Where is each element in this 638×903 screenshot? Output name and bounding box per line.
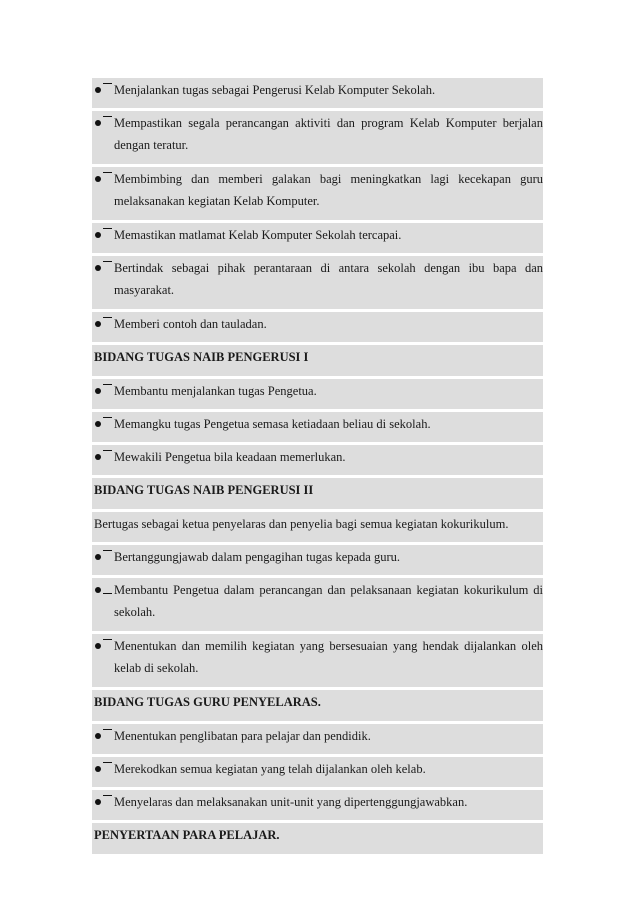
bullet-mark-icon xyxy=(103,417,112,427)
bullet-icon xyxy=(95,176,101,182)
bullet-icon xyxy=(95,87,101,93)
list-item xyxy=(92,790,543,820)
item-text: Mewakili Pengetua bila keadaan memerlukan. xyxy=(114,450,346,464)
list-item xyxy=(92,578,543,631)
bullet-mark-icon xyxy=(103,639,112,649)
list-item xyxy=(92,312,543,342)
list-item xyxy=(92,111,543,164)
item-text: Mempastikan segala perancangan aktiviti dan program Kelab Komputer berjalan xyxy=(114,116,543,130)
list-item xyxy=(92,379,543,409)
bullet-icon xyxy=(95,733,101,739)
list-item xyxy=(92,545,543,575)
bullet-mark-icon xyxy=(103,384,112,394)
bullet-mark-icon xyxy=(103,450,112,460)
list-item xyxy=(92,78,543,108)
bullet-icon xyxy=(95,643,101,649)
list-item xyxy=(92,634,543,687)
item-text-continued: sekolah. xyxy=(114,605,156,619)
bullet-mark-icon xyxy=(103,228,112,238)
section-heading: BIDANG TUGAS NAIB PENGERUSI I xyxy=(92,345,543,376)
list-item xyxy=(92,223,543,253)
item-text: Membantu menjalankan tugas Pengetua. xyxy=(114,384,317,398)
item-text: Menentukan dan memilih kegiatan yang bersesuaian yang hendak dijalankan oleh xyxy=(114,639,543,653)
item-text: Bertindak sebagai pihak perantaraan di antara sekolah dengan ibu bapa dan xyxy=(114,261,543,275)
bullet-mark-icon xyxy=(103,261,112,271)
list-item xyxy=(92,167,543,220)
bullet-mark-icon xyxy=(103,584,112,594)
list-item xyxy=(92,724,543,754)
bullet-icon xyxy=(95,554,101,560)
item-text: Bertanggungjawab dalam pengagihan tugas kepada guru. xyxy=(114,550,401,564)
list-item xyxy=(92,757,543,787)
bullet-mark-icon xyxy=(103,317,112,327)
list-item xyxy=(92,256,543,309)
bullet-mark-icon xyxy=(103,550,112,560)
item-text: Merekodkan semua kegiatan yang telah dijalankan oleh kelab. xyxy=(114,762,426,776)
list-item xyxy=(92,412,543,442)
section-heading: PENYERTAAN PARA PELAJAR. xyxy=(92,823,543,854)
section-heading: BIDANG TUGAS GURU PENYELARAS. xyxy=(92,690,543,721)
bullet-icon xyxy=(95,321,101,327)
item-text-continued: melaksanakan kegiatan Kelab Komputer. xyxy=(114,194,320,208)
bullet-mark-icon xyxy=(103,116,112,126)
item-text: Membantu Pengetua dalam perancangan dan pelaksanaan kegiatan kokurikulum di xyxy=(114,583,543,597)
bullet-icon xyxy=(95,232,101,238)
bullet-icon xyxy=(95,120,101,126)
bullet-mark-icon xyxy=(103,172,112,182)
bullet-icon xyxy=(95,388,101,394)
paragraph: Bertugas sebagai ketua penyelaras dan penyelia bagi semua kegiatan kokurikulum. xyxy=(92,512,543,542)
bullet-mark-icon xyxy=(103,83,112,93)
bullet-mark-icon xyxy=(103,762,112,772)
item-text: Memastikan matlamat Kelab Komputer Sekolah tercapai. xyxy=(114,228,402,242)
bullet-mark-icon xyxy=(103,795,112,805)
bullet-mark-icon xyxy=(103,729,112,739)
item-text-continued: masyarakat. xyxy=(114,283,175,297)
list-item xyxy=(92,445,543,475)
item-text: Menentukan penglibatan para pelajar dan pendidik. xyxy=(114,729,371,743)
item-text: Menyelaras dan melaksanakan unit-unit yang dipertenggungjawabkan. xyxy=(114,795,468,809)
bullet-icon xyxy=(95,454,101,460)
bullet-icon xyxy=(95,265,101,271)
bullet-icon xyxy=(95,766,101,772)
item-text: Menjalankan tugas sebagai Pengerusi Kelab Komputer Sekolah. xyxy=(114,83,436,97)
item-text: Memberi contoh dan tauladan. xyxy=(114,317,267,331)
item-text-continued: kelab di sekolah. xyxy=(114,661,199,675)
item-text: Membimbing dan memberi galakan bagi meningkatkan lagi kecekapan guru xyxy=(114,172,543,186)
item-text: Memangku tugas Pengetua semasa ketiadaan beliau di sekolah. xyxy=(114,417,431,431)
bullet-icon xyxy=(95,587,101,593)
item-text-continued: dengan teratur. xyxy=(114,138,189,152)
section-heading: BIDANG TUGAS NAIB PENGERUSI II xyxy=(92,478,543,509)
bullet-icon xyxy=(95,799,101,805)
bullet-icon xyxy=(95,421,101,427)
document-body xyxy=(92,78,543,857)
